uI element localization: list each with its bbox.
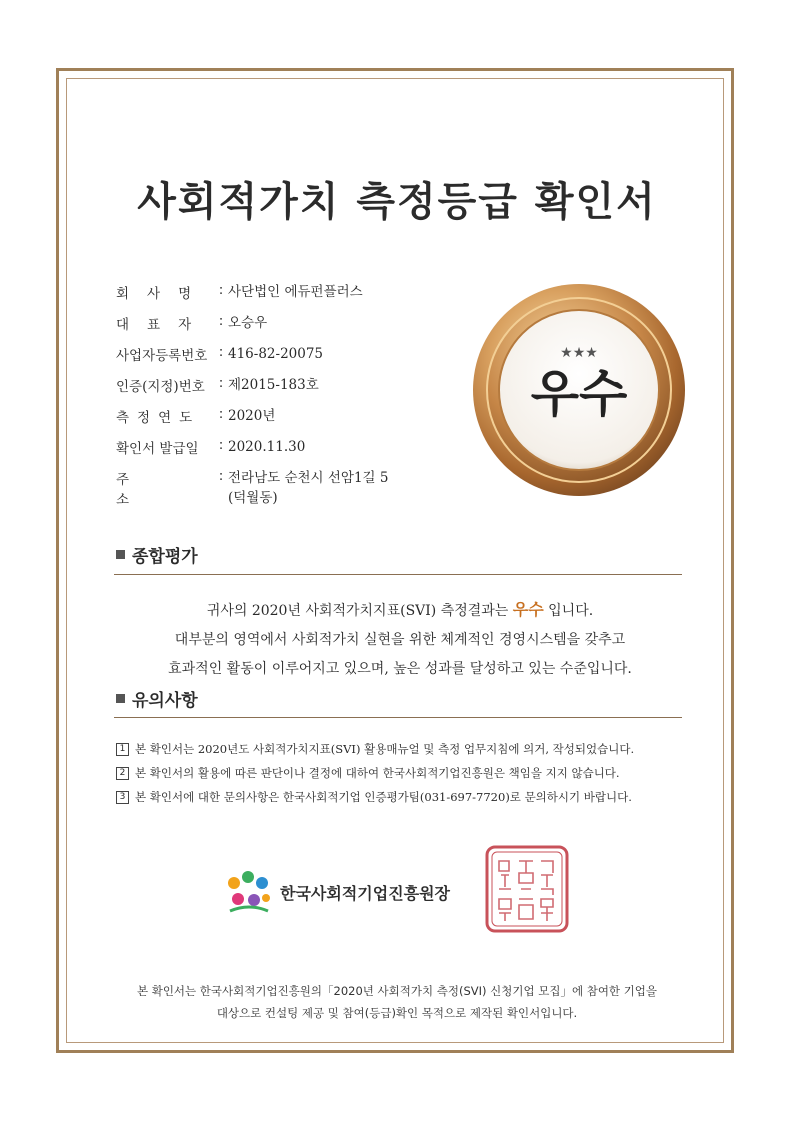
issuer (224, 866, 484, 918)
list-item: 3 본 확인서에 대한 문의사항은 한국사회적기업 인증평가팀(031-697-7720)로 문의하시기 바랍니다. (116, 785, 696, 809)
info-row-certification-number: 인증(지정)번호 : 제2015-183호 (116, 375, 446, 406)
info-label: 대표자 (116, 317, 210, 333)
info-value: 제2015-183호 (228, 377, 319, 393)
notes-heading: 유의사항 (116, 686, 198, 711)
document-title: 사회적가치 측정등급 확인서 (137, 178, 657, 225)
svg-text:한국사회적기업진흥원장인: 한국사회적기업진흥원장인 (521, 895, 533, 896)
info-label: 주소 (116, 472, 192, 508)
number-box: 1 (116, 743, 129, 756)
info-row-measurement-year: 측정연도 : 2020년 (116, 406, 446, 437)
info-row-representative: 대표자 : 오승우 (116, 313, 446, 344)
medal-stars: ★★★ (560, 345, 598, 361)
info-label: 회사명 (116, 286, 210, 302)
info-row-issue-date: 확인서 발급일 : 2020.11.30 (116, 437, 446, 468)
summary-text: 귀사의 2020년 사회적가치지표(SVI) 측정결과는 우수 입니다. 대부분의 영역에서 사회적가치 실현을 위한 체계적인 경영시스템을 갖추고 효과적인 활동이 이루어지고 있으며, 높은 성과를 달성하고 있는 수준입니다. (168, 600, 632, 677)
info-value: 2020.11.30 (228, 439, 306, 455)
info-value: 오승우 (228, 315, 268, 331)
info-label: 확인서 발급일 (116, 441, 199, 457)
square-bullet-icon (116, 550, 125, 559)
number-box: 3 (116, 791, 129, 804)
list-item: 1 본 확인서는 2020년도 사회적가치지표(SVI) 활용매뉴얼 및 측정 업무지침에 의거, 작성되었습니다. (116, 737, 696, 761)
list-item: 2 본 확인서의 활용에 따른 판단이나 결정에 대하여 한국사회적기업진흥원은 책임을 지지 않습니다. (116, 761, 696, 785)
info-row-address: 주소 : 전라남도 순천시 선암1길 5 (덕월동) (116, 468, 446, 518)
info-label: 사업자등록번호 (116, 348, 208, 364)
info-row-company: 회사명 : 사단법인 에듀펀플러스 (116, 282, 446, 313)
footer-note: 본 확인서는 한국사회적기업진흥원의「2020년 사회적가치 측정(SVI) 신청기업 모집」에 참여한 기업을 대상으로 컨설팅 제공 및 참여(등급)확인 목적으로 제작된 확인서입니다. (136, 984, 658, 1020)
number-box: 2 (116, 767, 129, 780)
organization-logo-icon (224, 867, 274, 917)
issuer-name: 한국사회적기업진흥원장 (280, 883, 451, 903)
info-value: 416-82-20075 (228, 346, 324, 362)
square-bullet-icon (116, 694, 125, 703)
info-value: 전라남도 순천시 선암1길 5 (덕월동) (228, 470, 389, 506)
summary-grade: 우수 (512, 600, 544, 619)
info-table (116, 282, 446, 518)
notes-list (116, 737, 696, 809)
info-label: 인증(지정)번호 (116, 379, 205, 395)
info-row-business-number: 사업자등록번호 : 416-82-20075 (116, 344, 446, 375)
medal-grade: 우수 (530, 365, 628, 423)
info-value: 2020년 (228, 408, 276, 424)
grade-medal (470, 281, 688, 499)
divider (114, 717, 682, 718)
summary-heading: 종합평가 (116, 542, 198, 567)
official-seal (485, 845, 569, 933)
info-label: 측정연도 (116, 410, 201, 426)
divider (114, 574, 682, 575)
info-value: 사단법인 에듀펀플러스 (228, 284, 363, 300)
